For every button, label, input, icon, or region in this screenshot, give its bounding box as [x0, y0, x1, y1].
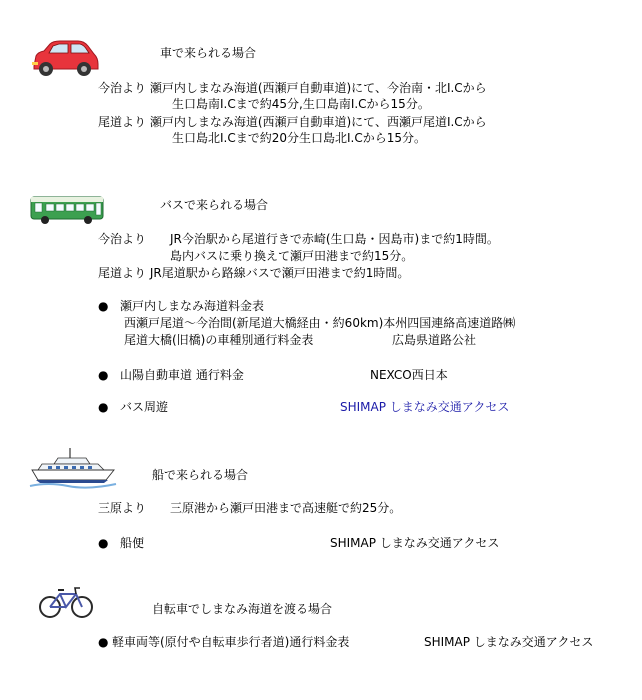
shimanami-toll-link[interactable]: 西瀬戸尾道～今治間(新尾道大橋経由・約60km)本州四国連絡高速道路㈱ — [124, 316, 516, 330]
bus-tour-label: バス周遊 — [120, 400, 169, 414]
ship-label-mihara: 三原より — [98, 501, 147, 515]
ferry-ship-icon — [28, 446, 118, 490]
bus-line-onomichi: 尾道より JR尾道駅から路線バスで瀬戸田港まで約1時間。 — [98, 266, 410, 280]
bullet: ● — [98, 299, 109, 313]
ferry-label: 船便 — [120, 536, 145, 550]
car-heading: 車で来られる場合 — [160, 46, 257, 60]
bullet: ● — [98, 368, 109, 382]
car-line-imabari: 今治より 瀬戸内しまなみ海道(西瀬戸自動車道)にて、今治南・北I.Cから — [98, 81, 487, 95]
car-line-onomichi-detail: 生口島北I.Cまで約20分生口島北I.Cから15分。 — [172, 131, 427, 145]
bike-heading: 自転車でしまなみ海道を渡る場合 — [152, 602, 333, 616]
red-car-icon — [28, 38, 100, 78]
bike-toll-link[interactable]: 軽車両等(原付や自転車歩行者道)通行料金表 — [112, 635, 350, 649]
bridge-toll-org: 広島県道路公社 — [392, 333, 477, 347]
green-bus-icon — [30, 195, 104, 225]
ship-line-mihara: 三原港から瀬戸田港まで高速艇で約25分。 — [170, 501, 402, 515]
bus-line-imabari: JR今治駅から尾道行きで赤崎(生口島・因島市)まで約1時間。 — [170, 232, 499, 246]
sanyo-toll-label: 山陽自動車道 通行料金 — [120, 368, 244, 382]
ship-heading: 船で来られる場合 — [152, 468, 249, 482]
bicycle-icon — [38, 585, 94, 619]
bus-heading: バスで来られる場合 — [160, 198, 269, 212]
shimap-ferry-link[interactable]: SHIMAP しまなみ交通アクセス — [330, 536, 500, 550]
bus-label-imabari: 今治より — [98, 232, 147, 246]
bullet: ● — [98, 400, 109, 414]
car-line-onomichi: 尾道より 瀬戸内しまなみ海道(西瀬戸自動車道)にて、西瀬戸尾道I.Cから — [98, 115, 487, 129]
bridge-toll-link[interactable]: 尾道大橋(旧橋)の車種別通行料金表 — [124, 333, 314, 347]
bus-line-transfer: 島内バスに乗り換えて瀬戸田港まで約15分。 — [170, 249, 414, 263]
bullet: ● — [98, 536, 109, 550]
nexco-link[interactable]: NEXCO西日本 — [370, 368, 448, 382]
car-line-imabari-detail: 生口島南I.Cまで約45分,生口島南I.Cから15分。 — [172, 97, 430, 111]
shimap-bus-link[interactable]: SHIMAP しまなみ交通アクセス — [340, 400, 510, 414]
bullet: ● — [98, 635, 109, 649]
shimanami-toll-title: 瀬戸内しまなみ海道料金表 — [120, 299, 265, 313]
shimap-bike-link[interactable]: SHIMAP しまなみ交通アクセス — [424, 635, 594, 649]
